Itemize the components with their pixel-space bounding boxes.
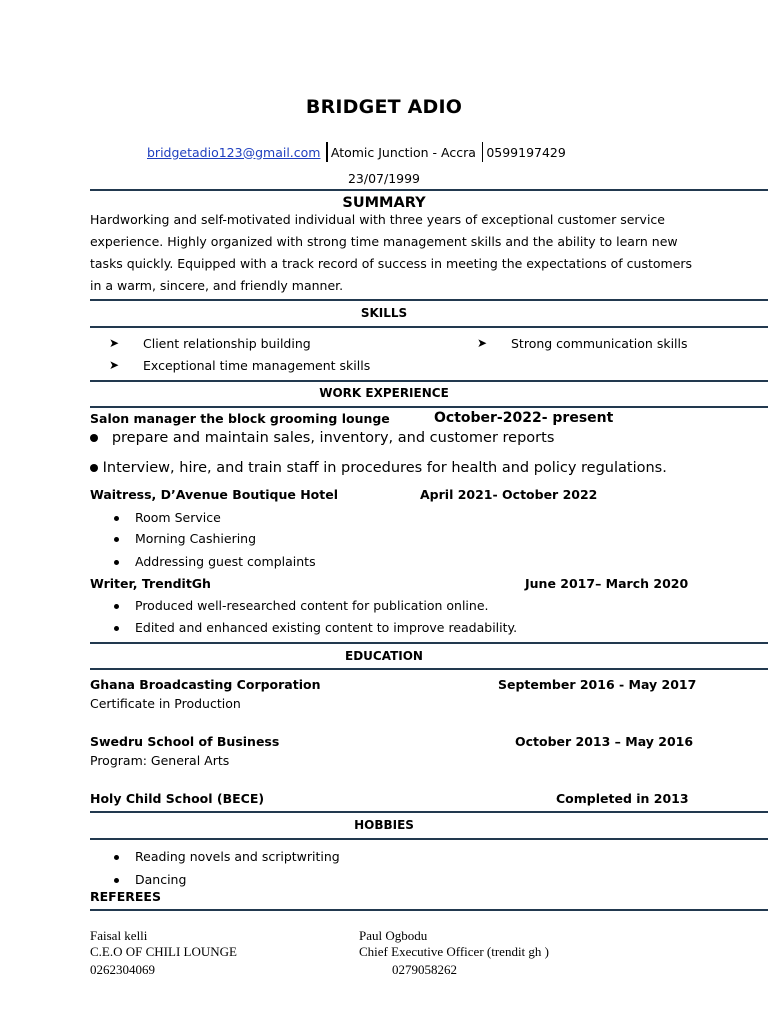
bullet-icon [114, 516, 119, 521]
referee-phone: 0262304069 [90, 962, 155, 977]
bullet-icon [114, 537, 119, 542]
bullet-icon [114, 604, 119, 609]
job-bullet: prepare and maintain sales, inventory, and customer reports [90, 430, 554, 446]
bullet-icon [114, 878, 119, 883]
divider [90, 299, 768, 301]
email-link[interactable]: bridgetadio123@gmail.com [147, 144, 321, 160]
job-bullet: Room Service [114, 510, 221, 525]
referee-name: Faisal kelli [90, 928, 148, 943]
job-bullet: Edited and enhanced existing content to improve readability. [114, 620, 517, 635]
divider [90, 406, 768, 408]
location: Atomic Junction - Accra [330, 144, 476, 160]
skills-heading: SKILLS [360, 306, 408, 320]
divider [90, 380, 768, 382]
school-name: Swedru School of Business [90, 734, 280, 749]
divider [90, 326, 768, 328]
divider [90, 909, 768, 911]
skill-item: Client relationship building [143, 336, 311, 351]
divider [90, 189, 768, 191]
divider [90, 668, 768, 670]
school-name: Holy Child School (BECE) [90, 791, 265, 806]
bullet-icon [90, 464, 98, 472]
job-role: Waitress, D’Avenue Boutique Hotel [90, 487, 339, 502]
summary-heading: SUMMARY [342, 195, 426, 211]
summary-line: experience. Highly organized with strong time management skills and the ability to learn new [90, 234, 678, 249]
hobby-item: Reading novels and scriptwriting [114, 849, 340, 864]
education-heading: EDUCATION [345, 649, 423, 663]
referees-heading: REFEREES [90, 889, 161, 904]
summary-line: Hardworking and self-motivated individual with three years of exceptional customer service [90, 212, 665, 227]
divider [90, 811, 768, 813]
bullet-icon [114, 626, 119, 631]
arrow-bullet-icon: ➤ [477, 336, 488, 350]
summary-line: in a warm, sincere, and friendly manner. [90, 278, 344, 293]
school-name: Ghana Broadcasting Corporation [90, 677, 321, 692]
education-detail: Certificate in Production [90, 696, 241, 711]
job-bullet: Morning Cashiering [114, 531, 256, 546]
referee-position: C.E.O OF CHILI LOUNGE [90, 944, 237, 959]
job-dates: June 2017– March 2020 [525, 576, 689, 591]
education-dates: October 2013 – May 2016 [515, 734, 694, 749]
referee-name: Paul Ogbodu [359, 928, 428, 943]
education-dates: Completed in 2013 [556, 791, 689, 806]
skill-item: Exceptional time management skills [143, 358, 371, 373]
arrow-bullet-icon: ➤ [109, 336, 120, 350]
date-of-birth: 23/07/1999 [347, 171, 421, 186]
work-heading: WORK EXPERIENCE [319, 386, 449, 400]
job-dates: April 2021- October 2022 [420, 487, 598, 502]
education-detail: Program: General Arts [90, 753, 230, 768]
education-dates: September 2016 - May 2017 [498, 677, 697, 692]
bullet-icon [114, 855, 119, 860]
hobbies-heading: HOBBIES [354, 818, 414, 832]
summary-line: tasks quickly. Equipped with a track record of success in meeting the expectations of customers [90, 256, 693, 271]
job-bullet: Addressing guest complaints [114, 554, 316, 569]
job-role: Writer, TrenditGh [90, 576, 211, 591]
separator [326, 142, 327, 162]
job-dates: October-2022- present [434, 410, 614, 426]
divider [90, 642, 768, 644]
separator [482, 142, 483, 162]
bullet-icon [90, 434, 98, 442]
referee-position: Chief Executive Officer (trendit gh ) [359, 944, 549, 959]
hobby-item: Dancing [114, 872, 186, 887]
contact-line [147, 142, 566, 162]
arrow-bullet-icon: ➤ [109, 358, 120, 372]
candidate-name: BRIDGET ADIO [305, 96, 463, 118]
job-bullet: Produced well-researched content for publication online. [114, 598, 489, 613]
job-bullet: Interview, hire, and train staff in procedures for health and policy regulations. [90, 460, 667, 476]
bullet-icon [114, 560, 119, 565]
referee-phone: 0279058262 [392, 962, 457, 977]
phone: 0599197429 [486, 144, 566, 160]
skill-item: Strong communication skills [511, 336, 688, 351]
divider [90, 838, 768, 840]
job-role: Salon manager the block grooming lounge [90, 411, 390, 426]
